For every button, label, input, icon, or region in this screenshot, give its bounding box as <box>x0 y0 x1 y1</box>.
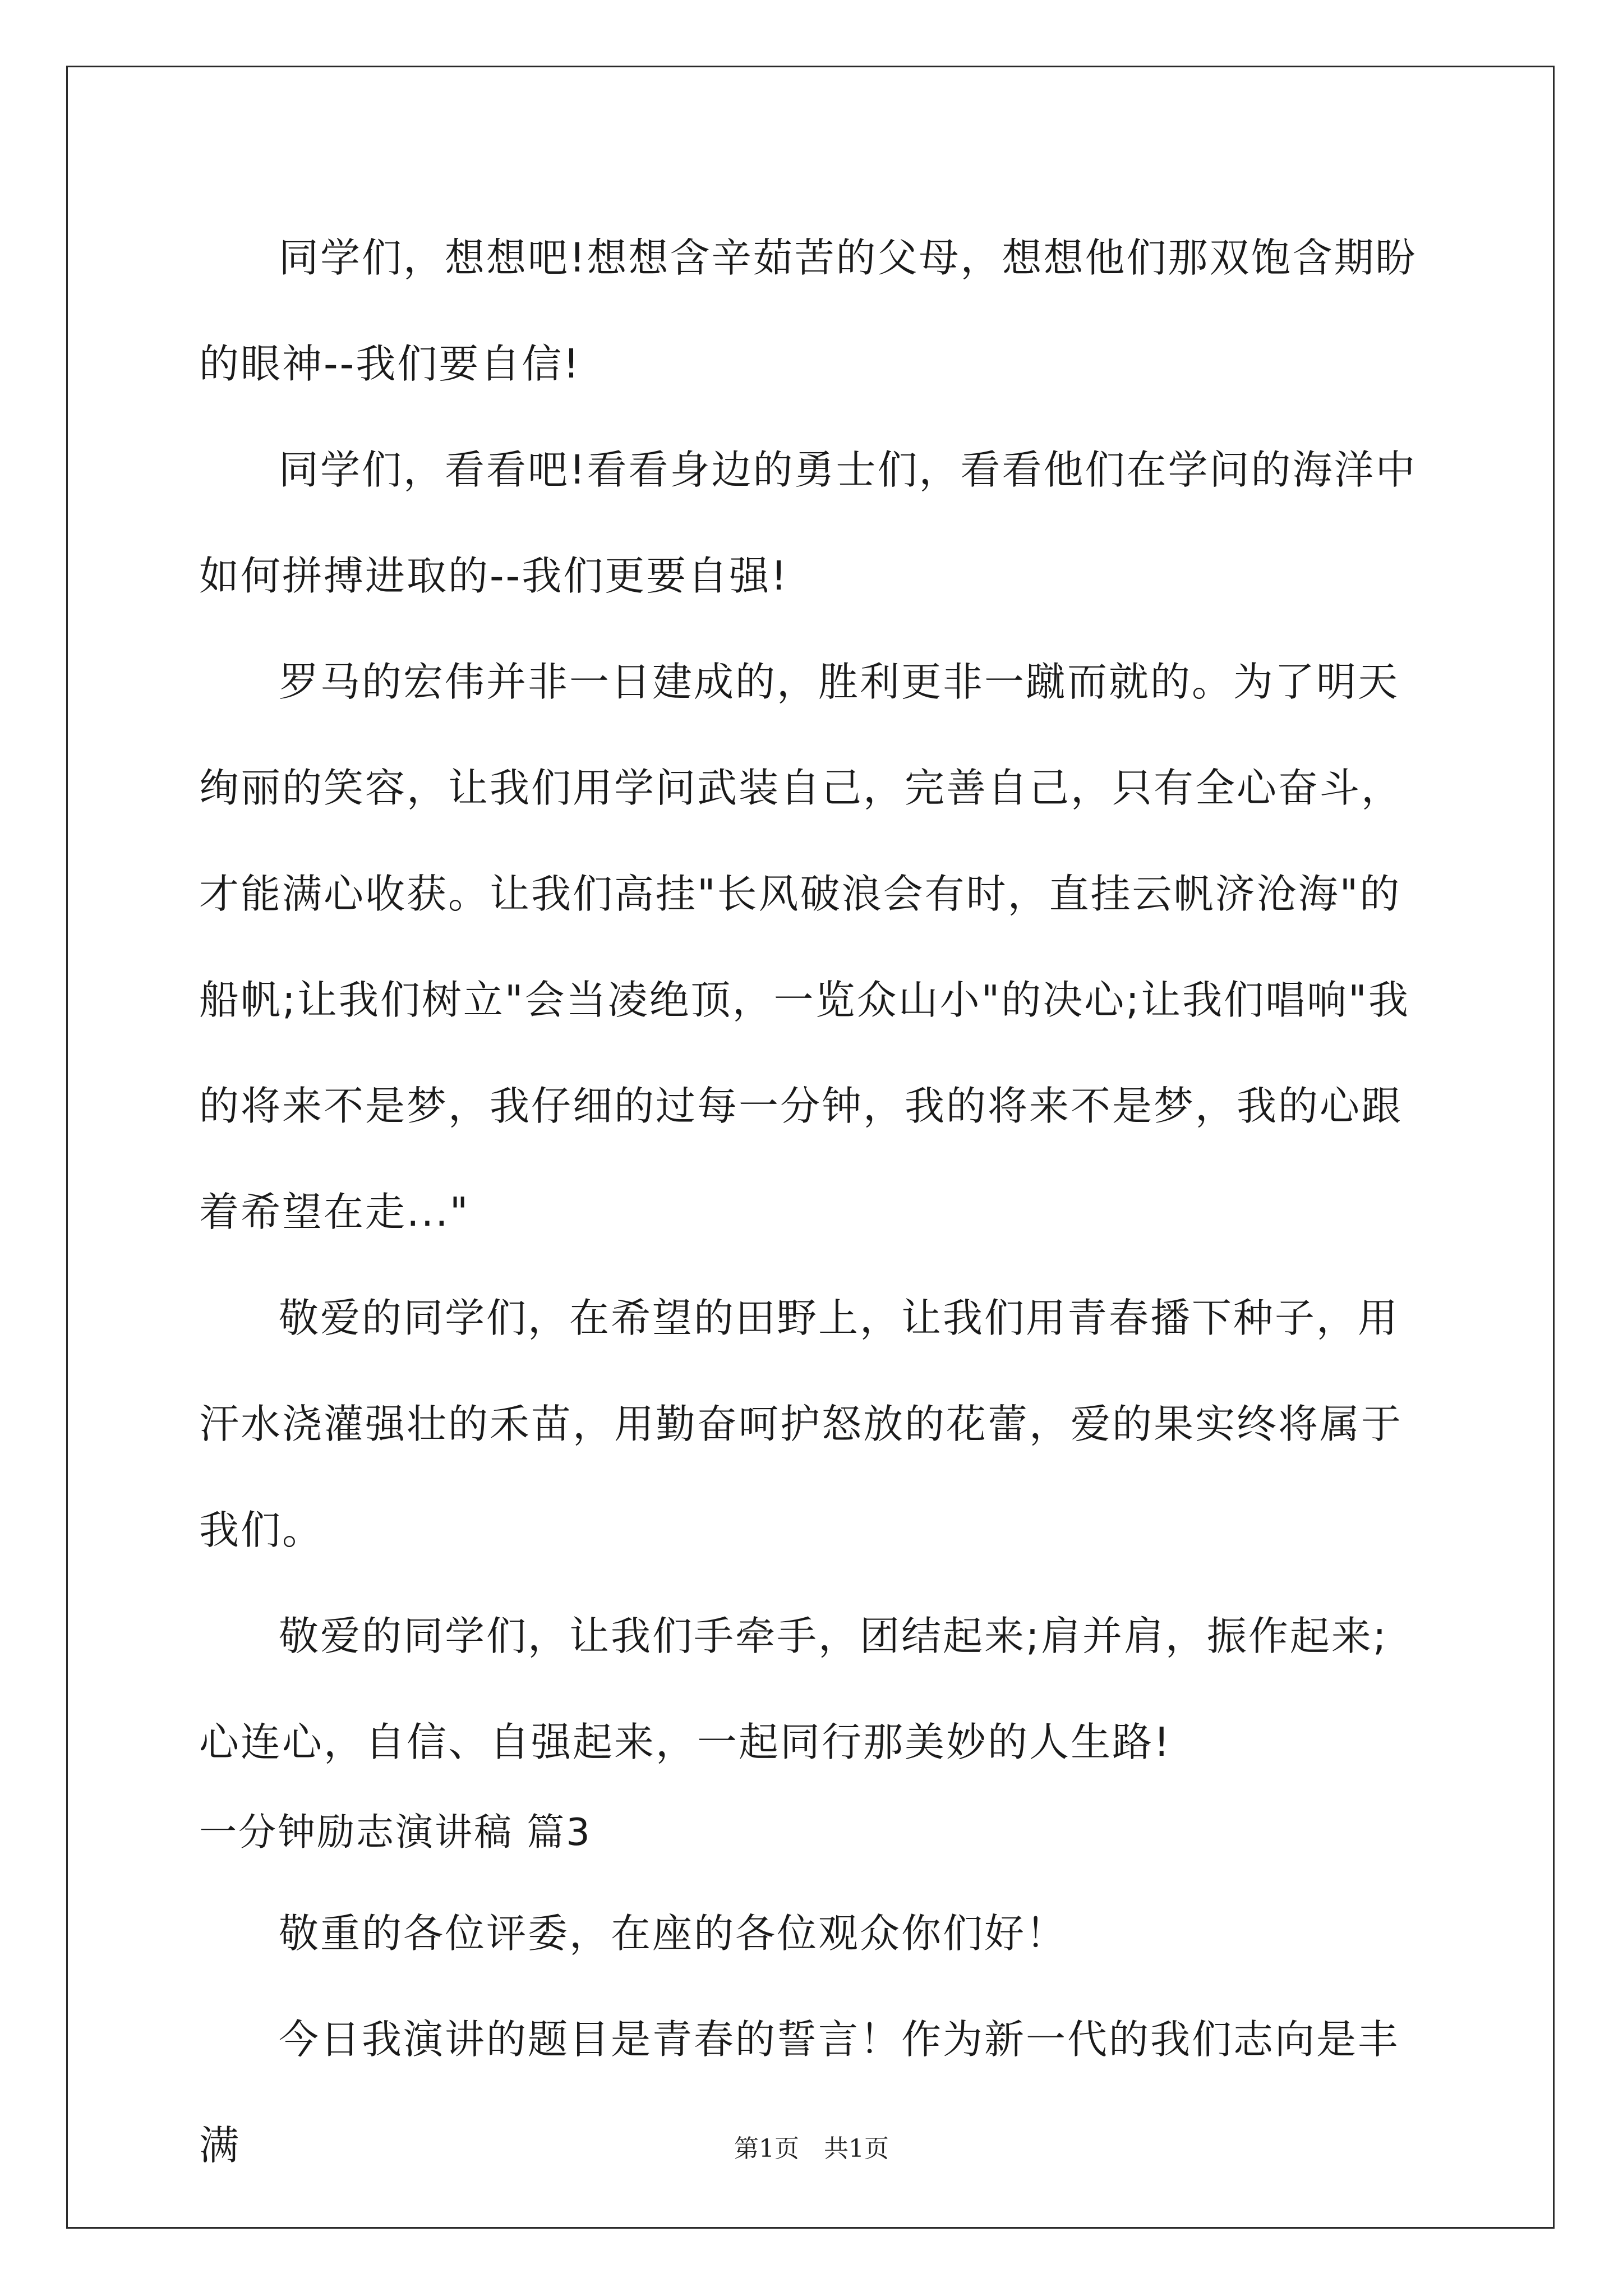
section-heading: 一分钟励志演讲稿 篇3 <box>199 1810 592 1854</box>
paragraph: 敬爱的同学们，让我们手牵手，团结起来;肩并肩，振作起来;心连心，自信、自强起来，一起同行那美妙的人生路! <box>199 1613 1388 1765</box>
document-body <box>199 205 1427 2198</box>
page-footer: 第1页 共1页 <box>734 2134 889 2163</box>
paragraph: 今日我演讲的题目是青春的誓言！作为新一代的我们志向是丰满 <box>199 2016 1400 2169</box>
paragraph: 罗马的宏伟并非一日建成的，胜利更非一蹴而就的。为了明天绚丽的笑容，让我们用学问武装自己，完善自己，只有全心奋斗，才能满心收获。让我们高挂"长风破浪会有时，直挂云帆济沧海"的船帆;让我们树立"会当凌绝顶，一览众山小"的决心;让我们唱响"我的将来不是梦，我仔细的过每一分钟，我的将来不是梦，我的心跟着希望在走..." <box>199 659 1410 1235</box>
paragraph: 敬重的各位评委，在座的各位观众你们好！ <box>279 1910 1068 1957</box>
paragraph: 同学们，看看吧!看看身边的勇士们，看看他们在学问的海洋中如何拼搏进取的--我们更要自强! <box>199 447 1417 599</box>
paragraph: 敬爱的同学们，在希望的田野上，让我们用青春播下种子，用汗水浇灌强壮的禾苗，用勤奋呵护怒放的花蕾，爱的果实终将属于我们。 <box>199 1295 1403 1553</box>
paragraph: 同学们，想想吧!想想含辛茹苦的父母，想想他们那双饱含期盼的眼神--我们要自信! <box>199 234 1417 387</box>
